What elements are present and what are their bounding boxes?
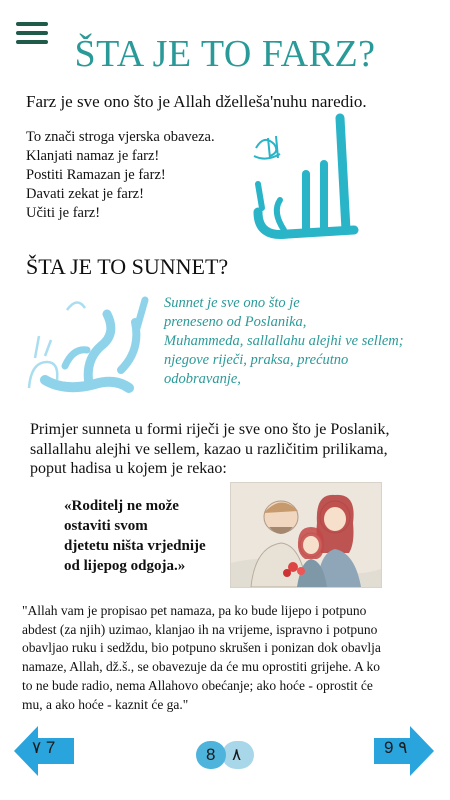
farz-line: Klanjati namaz je farz! [26,148,160,164]
family-drawing [231,483,381,587]
hadith-line: obavljao ruku i sedždu, bio potpuno skrušen i ponizan dok obavlja [22,640,381,656]
farz-list [26,128,215,223]
example-line: sallallahu alejhi ve sellem, kazao u različitim prilikama, [30,440,388,458]
hadith-line: to ne bude radio, nema Allahovo obećanje; ako hoće - oprostit će [22,677,373,693]
sunnet-definition-line: njegove riječi, praksa, prećutno [164,352,349,368]
hadith-line: namaze, Allah, dž.š., se obavezuje da će mu oprostiti grijehe. A ko [22,659,381,675]
sunnet-definition-line: Sunnet je sve ono što je [164,295,300,311]
farz-line: Učiti je farz! [26,205,101,221]
allah-calligraphy-image [250,112,365,242]
quote-line: djetetu ništa vrjednije [64,538,206,554]
sunnet-definition-line: odobravanje, [164,371,241,387]
hadith-line: "Allah vam je propisao pet namaza, pa ko bude lijepo i potpuno [22,603,367,618]
farz-line: To znači stroga vjerska obaveza. [26,129,215,145]
example-line: poput hadisa u kojem je rekao: [30,460,227,477]
next-page-label: 9 ٩ [384,738,408,757]
farz-line: Postiti Ramazan je farz! [26,167,166,183]
hadith-line: abdest (za njih) uzimao, klanjao ih na vrijeme, ispravno i potpuno [22,621,378,637]
next-page-button[interactable] [372,724,436,778]
muhammad-calligraphy-image [25,288,160,408]
page-number-indicator [196,741,254,769]
quote-line: ostaviti svom [64,518,148,534]
farz-intro: Farz je sve ono što je Allah dželleša'nuhu naredio. [26,92,367,111]
page-number-latin: 8 [206,745,216,764]
example-line: Primjer sunneta u formi riječi je sve ono što je Poslanik, [30,421,390,438]
sunnet-definition-line: Muhammeda, sallallahu alejhi ve sellem; [164,333,404,349]
hadith-quote [64,496,224,576]
family-illustration [230,482,382,588]
quote-line: od lijepog odgoja.» [64,558,186,574]
page-title: ŠTA JE TO FARZ? [74,33,376,75]
farz-line: Davati zekat je farz! [26,186,144,202]
page-number-arabic: ٨ [232,745,242,764]
hadith-line: mu, a ako hoće - kaznit će ga." [22,696,189,712]
sunnet-example [30,420,430,479]
quote-line: «Roditelj ne može [64,498,179,514]
menu-bar [16,22,48,26]
sunnet-definition-line: preneseno od Poslanika, [164,314,307,330]
previous-page-label: ٧ 7 [32,738,56,757]
previous-page-button[interactable] [12,724,76,778]
hadith-text [22,602,432,714]
sunnet-title: ŠTA JE TO SUNNET? [26,254,229,279]
sunnet-definition [164,294,446,389]
